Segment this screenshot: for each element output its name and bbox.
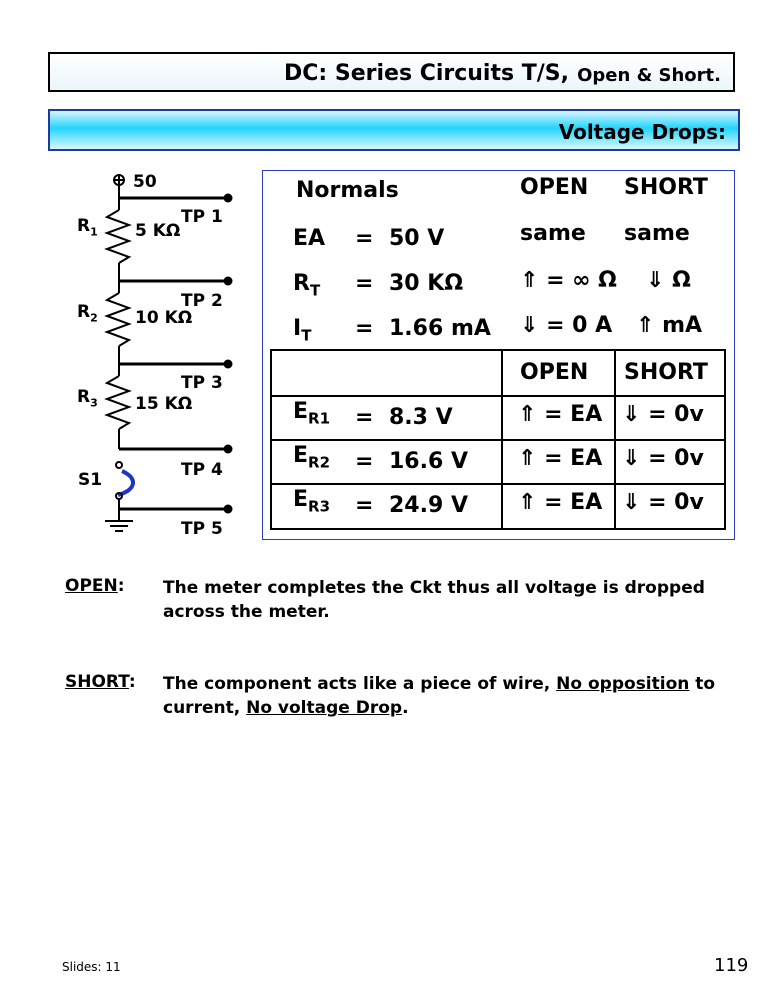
grid-short-heading: SHORT (624, 360, 708, 385)
equals-sign: = (355, 271, 374, 296)
short-heading: SHORT (624, 175, 708, 200)
equals-sign: = (355, 493, 374, 518)
normal-value: 8.3 V (389, 405, 453, 430)
tp1-label: TP 1 (181, 207, 223, 227)
row-symbol: $E_{R1}$ (293, 399, 331, 428)
r3-resistor-icon (107, 376, 129, 429)
open-heading: OPEN (520, 175, 589, 200)
tp3-terminal (224, 360, 233, 369)
normal-value: 1.66 mA (389, 316, 491, 341)
r1-label: $R_1$ (77, 216, 98, 239)
row-symbol: $R_T$ (293, 271, 321, 300)
switch-s1-icon (118, 471, 133, 495)
short-value: ⇓ Ω (646, 268, 691, 293)
page-number: 119 (714, 955, 749, 976)
equals-sign: = (355, 226, 374, 251)
source-voltage-label: 50 (133, 172, 157, 192)
tp2-terminal (224, 277, 233, 286)
short-note-label: SHORT: (65, 672, 136, 692)
section-bar (48, 109, 740, 151)
no-opposition-text: No opposition (556, 674, 690, 694)
equals-sign: = (355, 449, 374, 474)
page-title: DC: Series Circuits T/S, (284, 61, 569, 86)
title-bar (48, 52, 735, 92)
row-symbol: $E_{R2}$ (293, 443, 331, 472)
tp3-label: TP 3 (181, 373, 223, 393)
tp4-label: TP 4 (181, 460, 223, 480)
tp2-label: TP 2 (181, 291, 223, 311)
short-value: ⇓ = 0v (622, 402, 704, 427)
r3-label: $R_3$ (77, 387, 98, 410)
r3-value: 15 KΩ (135, 394, 193, 414)
slides-count: Slides: 11 (62, 960, 121, 974)
open-note-text: The meter completes the Ckt thus all voltage is dropped across the meter. (163, 578, 705, 622)
row-symbol: $I_T$ (293, 316, 312, 345)
section-title: Voltage Drops: (558, 120, 726, 144)
switch-label: S1 (78, 470, 103, 490)
short-value: ⇓ = 0v (622, 446, 704, 471)
page-subtitle: Open & Short. (577, 65, 721, 86)
r2-value: 10 KΩ (135, 308, 193, 328)
open-value: ⇑ = EA (518, 490, 603, 515)
tp1-terminal (224, 194, 233, 203)
row-symbol: EA (293, 226, 326, 251)
r2-label: $R_2$ (77, 302, 98, 325)
tp5-label: TP 5 (181, 519, 223, 539)
row-symbol: $E_{R3}$ (293, 487, 331, 516)
equals-sign: = (355, 316, 374, 341)
switch-contact-top (116, 462, 122, 468)
open-note-label: OPEN: (65, 576, 125, 596)
r2-resistor-icon (107, 293, 129, 346)
short-note-text: The component acts like a piece of wire, No opposition to current, No voltage Drop. (163, 674, 716, 718)
open-value: ⇑ = EA (518, 402, 603, 427)
r1-value: 5 KΩ (135, 221, 181, 241)
tp5-terminal (224, 505, 233, 514)
normal-value: 24.9 V (389, 493, 468, 518)
grid-open-heading: OPEN (520, 360, 589, 385)
short-value: ⇓ = 0v (622, 490, 704, 515)
equals-sign: = (355, 405, 374, 430)
r1-resistor-icon (107, 210, 129, 263)
short-value: ⇑ mA (636, 313, 703, 338)
open-value: ⇑ = EA (518, 446, 603, 471)
tp4-terminal (224, 445, 233, 454)
no-voltage-drop-text: No voltage Drop (246, 698, 403, 718)
open-value: ⇓ = 0 A (520, 313, 613, 338)
open-value: same (520, 221, 586, 246)
normal-value: 30 KΩ (389, 271, 464, 296)
series-circuit-diagram (60, 165, 250, 545)
open-value: ⇑ = ∞ Ω (520, 268, 617, 293)
normal-value: 16.6 V (389, 449, 468, 474)
normals-heading: Normals (296, 178, 399, 203)
normal-value: 50 V (389, 226, 445, 251)
short-value: same (624, 221, 690, 246)
